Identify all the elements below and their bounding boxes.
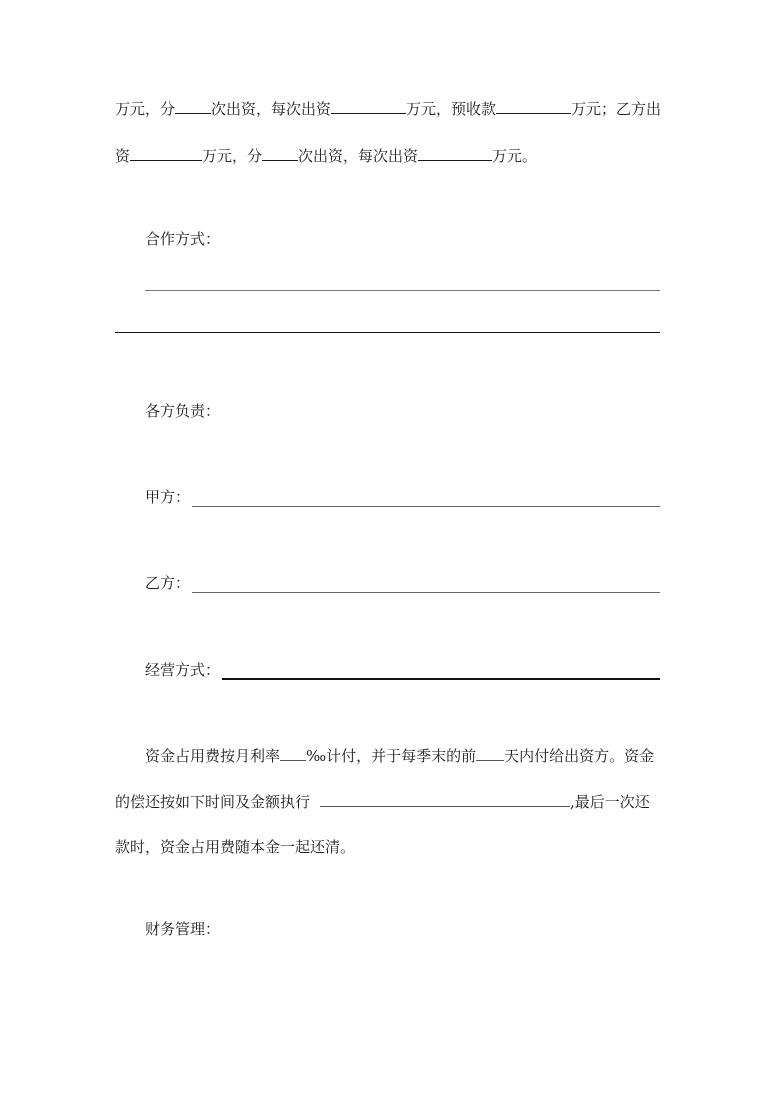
blank-days[interactable] [476,746,504,761]
blank-party-b-installments[interactable] [262,146,298,161]
text: 次出资，每次出资 [298,147,419,165]
text: 万元，分 [115,100,176,118]
operation-row [145,660,660,680]
contribution-line-2 [115,146,537,166]
text: 的偿还按如下时间及金额执行 [115,793,311,811]
section-finance-label: 财务管理： [145,920,221,938]
blank-amount-each[interactable] [331,99,406,114]
operation-fill-line[interactable] [222,664,660,680]
fee-line-3: 款时，资金占用费随本金一起还清。 [115,838,356,856]
section-responsibilities-label: 各方负责： [145,402,221,420]
text: 资 [115,147,131,165]
fee-line-1 [145,746,654,766]
blank-prepayment[interactable] [496,99,571,114]
blank-party-b-each[interactable] [418,146,492,161]
cooperation-fill-line-2[interactable] [115,332,660,333]
blank-party-b-amount[interactable] [130,146,202,161]
text: ‰计付，并于每季末的前 [306,747,477,765]
text: 万元，预收款 [406,100,497,118]
party-b-fill-line[interactable] [192,578,660,593]
contribution-line-1 [115,99,661,119]
text: 次出资，每次出资 [211,100,332,118]
text: 天内付给出资方。资金 [504,747,655,765]
party-a-label: 甲方： [145,488,191,506]
blank-repayment-schedule[interactable] [320,792,570,807]
text: 资金占用费按月利率 [145,747,281,765]
text: 万元。 [492,147,538,165]
blank-installments[interactable] [175,99,211,114]
operation-label: 经营方式： [145,661,221,679]
cooperation-fill-line-1[interactable] [145,290,660,291]
fee-line-2 [115,792,650,812]
text: 万元，分 [202,147,263,165]
section-cooperation-label: 合作方式： [145,230,221,248]
blank-monthly-rate[interactable] [280,746,306,761]
text: 万元；乙方出 [571,100,662,118]
party-b-label: 乙方： [145,574,191,592]
party-a-row [145,487,660,507]
party-a-fill-line[interactable] [192,492,660,507]
party-b-row [145,573,660,593]
text: ,最后一次还 [570,793,650,811]
